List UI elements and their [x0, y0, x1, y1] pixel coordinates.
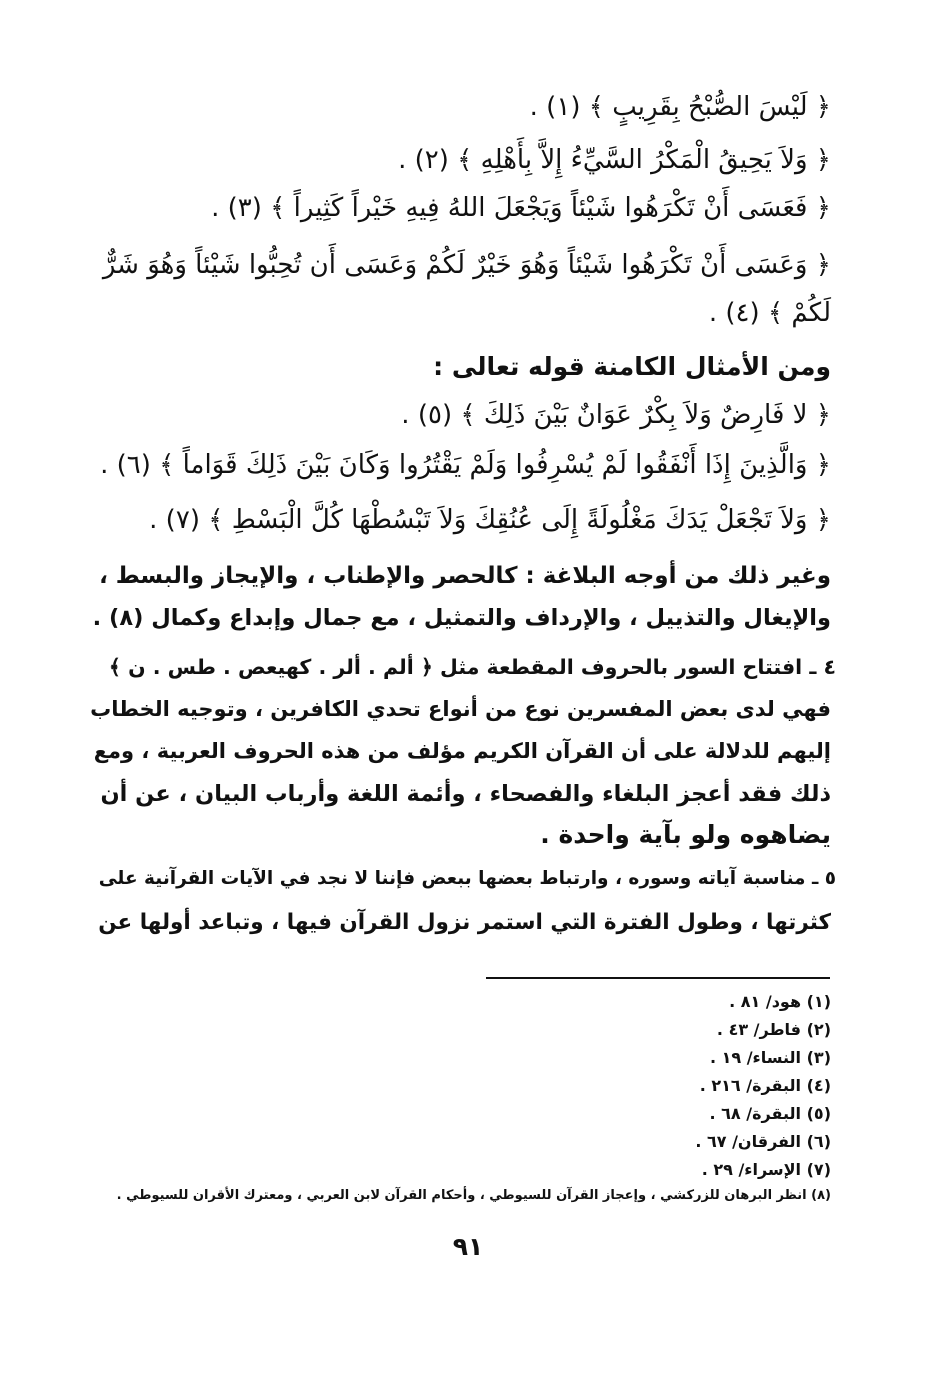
- intro-line: ومن الأمثال الكامنة قوله تعالى :: [433, 352, 831, 381]
- point-4-line: يضاهوه ولو بآية واحدة .: [540, 820, 831, 849]
- footnote: (٥) البقرة/ ٦٨ .: [709, 1104, 831, 1123]
- footnote: (٣) النساء/ ١٩ .: [709, 1048, 831, 1067]
- footnote: (٤) البقرة/ ٢١٦ .: [699, 1076, 831, 1095]
- verse-line: ﴿ وَلاَ تَجْعَلْ يَدَكَ مَغْلُولَةً إِلَى عُنُقِكَ وَلاَ تَبْسُطْهَا كُلَّ الْبَسْطِ ﴾ (٧) .: [149, 505, 831, 535]
- verse-line: ﴿ لا فَارِضٌ وَلاَ بِكْرٌ عَوَانٌ بَيْنَ ذَلِكَ ﴾ (٥) .: [401, 400, 831, 430]
- verse-line: ﴿ وَالَّذِينَ إِذَا أَنْفَقُوا لَمْ يُسْرِفُوا وَلَمْ يَقْتُرُوا وَكَانَ بَيْنَ ذَلِكَ قَوَاماً ﴾ (٦) .: [100, 450, 831, 480]
- paragraph-line: والإيغال والتذييل ، والإرداف والتمثيل ، مع جمال وإبداع وكمال (٨) .: [92, 605, 831, 631]
- page-number: ٩١: [452, 1232, 484, 1261]
- footnote: (٧) الإسراء/ ٢٩ .: [701, 1160, 831, 1179]
- paragraph-line: وغير ذلك من أوجه البلاغة : كالحصر والإطناب ، والإيجاز والبسط ،: [99, 563, 831, 589]
- verse-line: ﴿ وَلاَ يَحِيقُ الْمَكْرُ السَّيِّءُ إِلاَّ بِأَهْلِهِ ﴾ (٢) .: [398, 145, 831, 175]
- point-5-line: ٥ ـ مناسبة آياته وسوره ، وارتباط بعضها ببعض فإننا لا نجد في الآيات القرآنية على: [98, 868, 836, 889]
- verse-line: ﴿ فَعَسَى أَنْ تَكْرَهُوا شَيْئاً وَيَجْعَلَ اللهُ فِيهِ خَيْراً كَثِيراً ﴾ (٣) .: [211, 193, 831, 223]
- footnote: (٨) انظر البرهان للزركشي ، وإعجاز القرآن للسيوطي ، وأحكام القرآن لابن العربي ، ومعترك الأقران للسيوطي .: [116, 1188, 831, 1203]
- verse-line: ﴿ لَيْسَ الصُّبْحُ بِقَرِيبٍ ﴾ (١) .: [529, 92, 831, 122]
- point-4-line: ذلك فقد أعجز البلغاء والفصحاء ، وأئمة اللغة وأرباب البيان ، عن أن: [100, 781, 831, 807]
- point-4-line: إليهم للدلالة على أن القرآن الكريم مؤلف من هذه الحروف العربية ، ومع: [93, 739, 831, 763]
- point-4-line: فهي لدى بعض المفسرين نوع من أنواع تحدي الكافرين ، وتوجيه الخطاب: [90, 697, 831, 721]
- verse-line: لَكُمْ ﴾ (٤) .: [708, 298, 831, 328]
- footnote-separator: [486, 977, 830, 979]
- point-4-line: ٤ ـ افتتاح السور بالحروف المقطعة مثل ﴿ ألم . ألر . كهيعص . طس . ن ﴾: [108, 655, 836, 679]
- point-5-line: كثرتها ، وطول الفترة التي استمر نزول القرآن فيها ، وتباعد أولها عن: [98, 910, 831, 935]
- verse-line: ﴿ وَعَسَى أَنْ تَكْرَهُوا شَيْئاً وَهُوَ خَيْرٌ لَكُمْ وَعَسَى أَن تُحِبُّوا شَيْئاً وَهُوَ شَرٌّ: [102, 250, 831, 280]
- footnote: (٢) فاطر/ ٤٣ .: [716, 1020, 831, 1039]
- footnote: (٦) الفرقان/ ٦٧ .: [695, 1132, 831, 1151]
- footnote: (١) هود/ ٨١ .: [729, 992, 831, 1011]
